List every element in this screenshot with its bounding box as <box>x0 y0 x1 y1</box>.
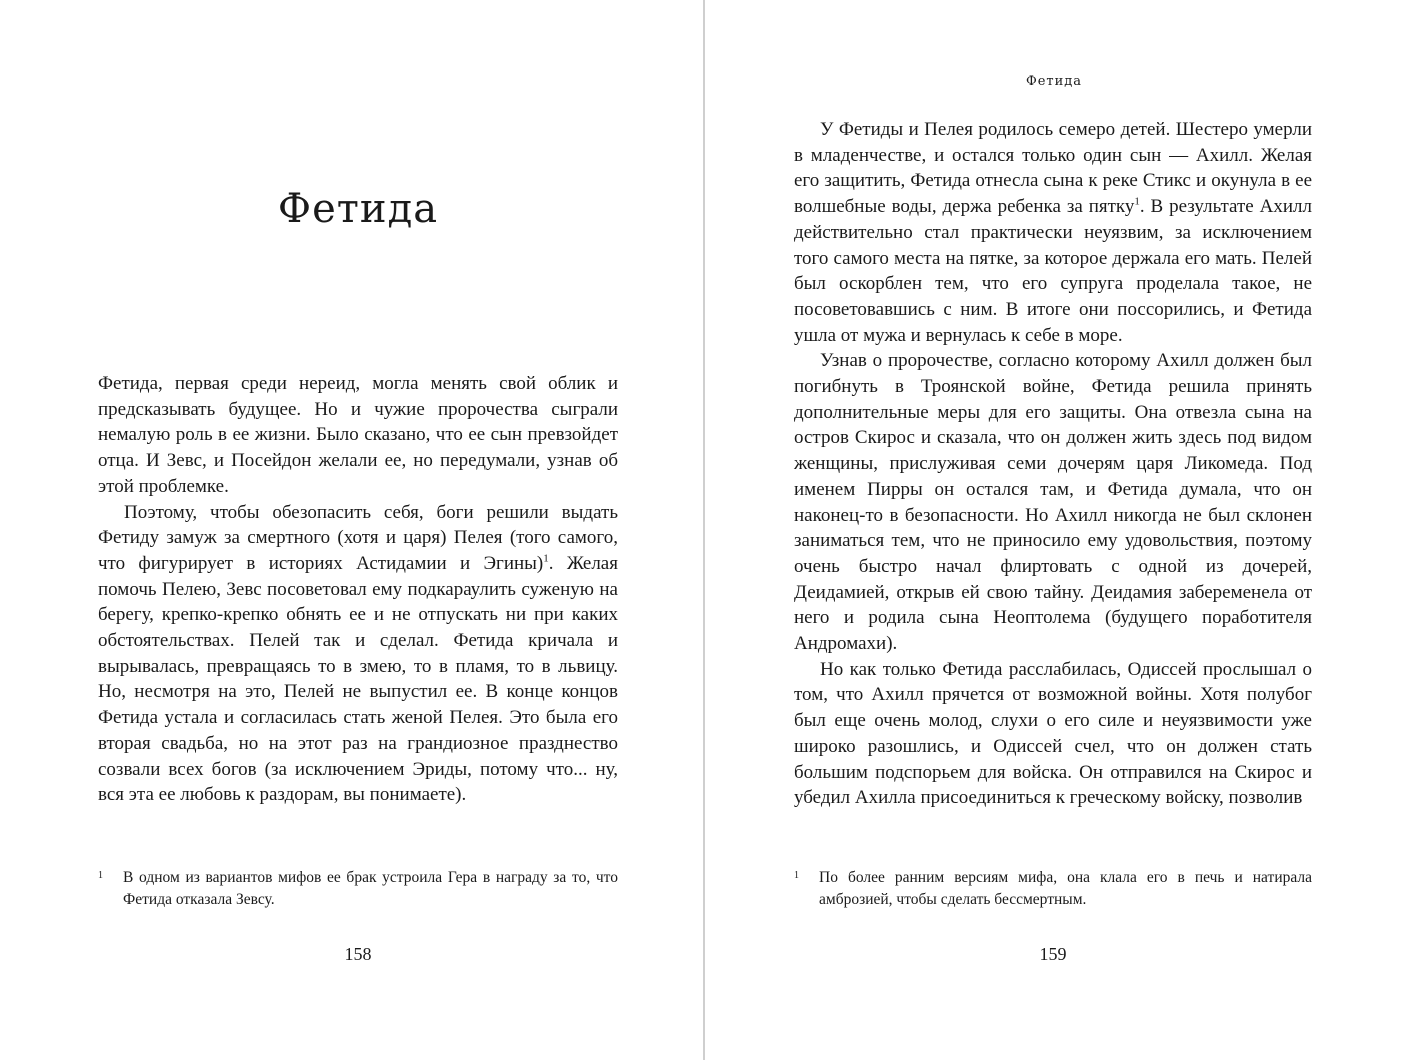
footnote-reference: 1 <box>1134 195 1140 208</box>
page-number: 158 <box>344 944 372 964</box>
left-page-body <box>98 371 618 808</box>
chapter-title: Фетида <box>277 186 439 232</box>
paragraph-text: . В результате Ахилл действительно стал практически неуязвим, за исключением того самого места на пятке, за которое держала его мать. Пелей был оскорблен тем, что его супруга проделала такое, не посоветовавшись с ним. В итоге они поссорились, и Фетида ушла от мужа и вернулась к себе в море. <box>794 196 1312 346</box>
page-number: 159 <box>1039 944 1067 964</box>
footnote <box>794 867 1312 911</box>
paragraph <box>98 500 618 808</box>
paragraph-text: У Фетиды и Пелея родилось семеро детей. Шестеро умерли в младенчестве, и остался только один сын — Ахилл. Желая его защитить, Фетида отнесла сына к реке Стикс и окунула в ее волшебные воды, держа ребенка за пятку <box>794 119 1312 218</box>
paragraph-text: . Желая помочь Пелею, Зевс посоветовал ему подкараулить суженую на берегу, крепко-крепко обнять ее и не отпускать ни при каких обстоятельствах. Пелей так и сделал. Фетида кричала и вырывалась, превращаясь то в змею, то в пламя, то в львицу. Но, несмотря на это, Пелей не выпустил ее. В конце концов Фетида устала и согласилась стать женой Пелея. Это была его вторая свадьба, но на этот раз на грандиозное празднество созвали всех богов (за исключением Эриды, потому что... ну, вся эта ее любовь к раздорам, вы понимаете). <box>98 552 618 806</box>
paragraph-text: Поэтому, чтобы обезопасить себя, боги решили выдать Фетиду замуж за смертного (хотя и царя) Пелея (того самого, что фигурирует в историях Астидамии и Эгины) <box>98 501 618 574</box>
footnote-reference: 1 <box>543 552 549 565</box>
footnote-text: По более ранним версиям мифа, она клала его в печь и натирала амброзией, чтобы сделать бессмертным. <box>819 869 1312 908</box>
paragraph: Узнав о пророчестве, согласно которому Ахилл должен был погибнуть в Троянской войне, Фетида решила принять дополнительные меры для его защиты. Она отвезла сына на остров Скирос и сказала, что он должен жить здесь под видом женщины, прислуживая семи дочерям царя Ликомеда. Под именем Пирры он остался там, и Фетида думала, что он наконец-то в безопасности. Но Ахилл никогда не был склонен заниматься тем, что не приносило ему удовольствия, поэтому очень быстро начал флиртовать с одной из дочерей, Деидамией, открыв ей свою тайну. Деидамия забеременела от него и родила сына Неоптолема (будущего поработителя Андромахи). <box>794 350 1312 655</box>
right-page <box>706 0 1410 1060</box>
left-page <box>0 0 704 1060</box>
footnote <box>98 867 618 911</box>
running-head: Фетида <box>1025 74 1083 89</box>
footnote-mark: 1 <box>98 870 103 881</box>
right-page-body <box>794 117 1312 811</box>
footnote-text: В одном из вариантов мифов ее брак устроила Гера в награду за то, что Фетида отказала Зевсу. <box>123 869 618 908</box>
paragraph: Но как только Фетида расслабилась, Одиссей прослышал о том, что Ахилл прячется от возможной войны. Хотя полубог был еще очень молод, слухи о его силе и неуязвимости уже широко разошлись, и Одиссей счел, что он должен стать большим подспорьем для войска. Он отправился на Скирос и убедил Ахилла присоединиться к греческому войску, позволив <box>794 658 1312 809</box>
footnote-mark: 1 <box>794 870 799 881</box>
paragraph: Фетида, первая среди нереид, могла менять свой облик и предсказывать будущее. Но и чужие пророчества сыграли немалую роль в ее жизни. Было сказано, что ее сын превзойдет отца. И Зевс, и Посейдон желали ее, но передумали, узнав об этой проблемке. <box>98 373 618 497</box>
paragraph <box>794 117 1312 348</box>
